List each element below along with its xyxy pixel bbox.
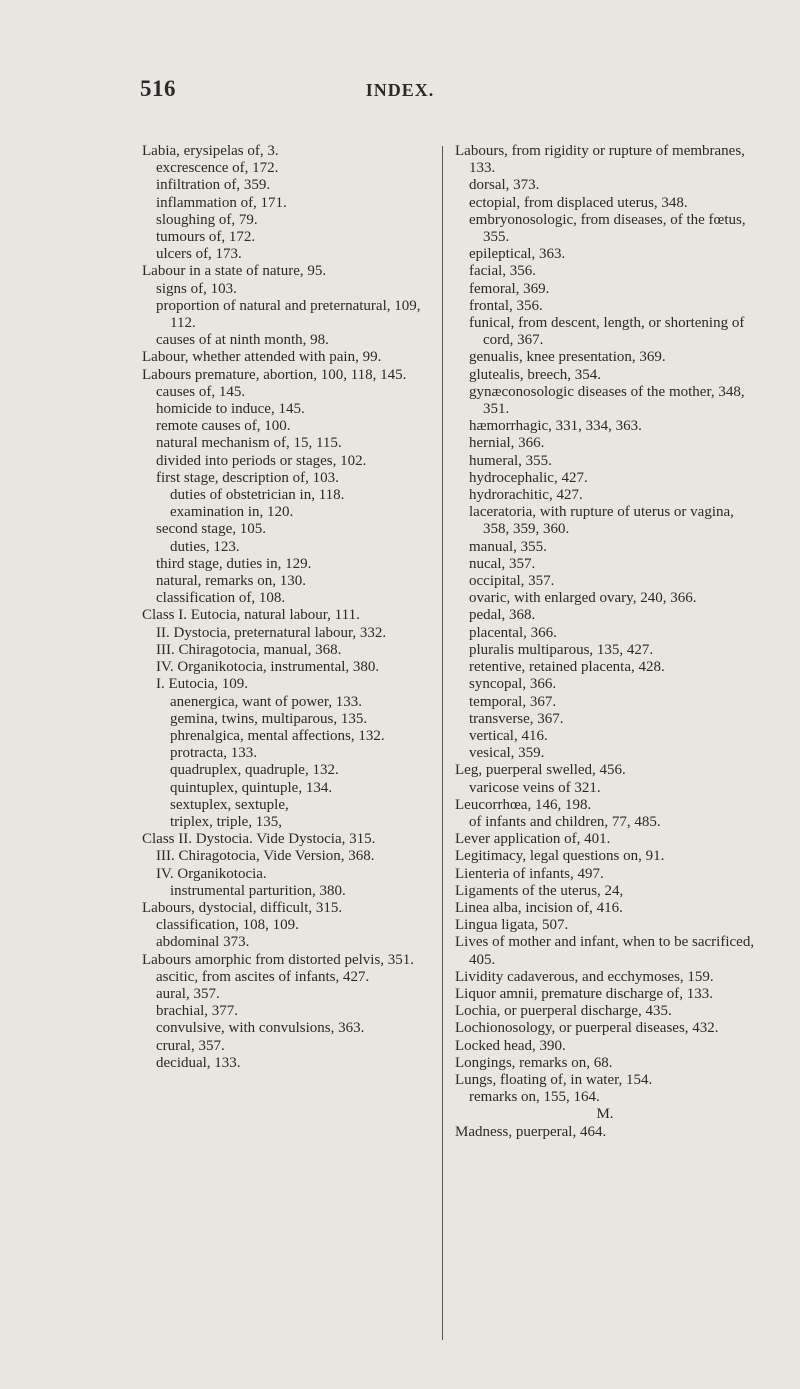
index-entry: third stage, duties in, 129.: [156, 555, 312, 572]
index-entry: homicide to induce, 145.: [156, 401, 305, 418]
index-entry: ulcers of, 173.: [156, 246, 242, 263]
index-entry: Lungs, floating of, in water, 154.: [455, 1071, 653, 1088]
index-entry: gynæconosologic diseases of the mother, 348, 351.: [469, 383, 745, 418]
index-entry: hydrorachitic, 427.: [469, 487, 583, 504]
index-entry: hæmorrhagic, 331, 334, 363.: [469, 418, 642, 435]
index-entry: convulsive, with convulsions, 363.: [156, 1020, 365, 1037]
index-entry: vesical, 359.: [469, 745, 545, 762]
index-entry: classification of, 108.: [156, 590, 286, 607]
index-entry: quadruplex, quadruple, 132.: [170, 762, 339, 779]
index-entry: signs of, 103.: [156, 280, 237, 297]
index-entry: hernial, 366.: [469, 435, 545, 452]
index-entry: of infants and children, 77, 485.: [469, 813, 661, 830]
index-entry: causes of, 145.: [156, 383, 246, 400]
index-entry: aural, 357.: [156, 985, 220, 1002]
index-entry: examination in, 120.: [170, 504, 294, 521]
index-entry: frontal, 356.: [469, 297, 543, 314]
index-entry: crural, 357.: [156, 1037, 225, 1054]
index-entry: Labour in a state of nature, 95.: [142, 263, 327, 280]
index-entry: retentive, retained placenta, 428.: [469, 659, 665, 676]
index-entry: transverse, 367.: [469, 710, 564, 727]
index-entry: triplex, triple, 135,: [170, 813, 283, 830]
index-entry: sextuplex, sextuple,: [170, 796, 289, 813]
index-entry: ovaric, with enlarged ovary, 240, 366.: [469, 590, 697, 607]
index-entry: pedal, 368.: [469, 607, 536, 624]
index-entry: second stage, 105.: [156, 521, 266, 538]
index-entry: II. Dystocia, preternatural labour, 332.: [156, 624, 387, 641]
index-entry: embryonosologic, from diseases, of the fœtus, 355.: [469, 211, 746, 246]
index-entry: protracta, 133.: [170, 745, 258, 762]
index-entry: III. Chiragotocia, manual, 368.: [156, 641, 342, 658]
index-entry: Locked head, 390.: [455, 1037, 566, 1054]
index-entry: nucal, 357.: [469, 555, 536, 572]
index-entry: ascitic, from ascites of infants, 427.: [156, 968, 370, 985]
index-entry: syncopal, 366.: [469, 676, 557, 693]
index-entry: Labour, whether attended with pain, 99.: [142, 349, 382, 366]
left-index-column: [142, 143, 434, 1072]
index-entry: Lienteria of infants, 497.: [455, 865, 604, 882]
index-entry: vertical, 416.: [469, 727, 548, 744]
index-entry: Legitimacy, legal questions on, 91.: [455, 848, 665, 865]
index-entry: duties, 123.: [170, 538, 240, 555]
index-entry: glutealis, breech, 354.: [469, 366, 602, 383]
index-entry: placental, 366.: [469, 624, 557, 641]
index-entry: classification, 108, 109.: [156, 917, 299, 934]
index-entry: Lividity cadaverous, and ecchymoses, 159.: [455, 968, 714, 985]
section-letter: M.: [596, 1106, 614, 1123]
index-entry: Lochia, or puerperal discharge, 435.: [455, 1003, 672, 1020]
index-entry: Class II. Dystocia. Vide Dystocia, 315.: [142, 831, 376, 848]
index-entry: remarks on, 155, 164.: [469, 1089, 600, 1106]
page-number: 516: [140, 76, 176, 101]
index-entry: hydrocephalic, 427.: [469, 469, 588, 486]
index-entry: Lochionosology, or puerperal diseases, 432.: [455, 1020, 719, 1037]
index-entry: varicose veins of 321.: [469, 779, 601, 796]
index-entry: anenergica, want of power, 133.: [170, 693, 362, 710]
index-entry: Labia, erysipelas of, 3.: [142, 143, 279, 159]
index-entry: IV. Organikotocia.: [156, 865, 267, 882]
index-entry: I. Eutocia, 109.: [156, 676, 249, 693]
index-entry: laceratoria, with rupture of uterus or vagina, 358, 359, 360.: [469, 504, 734, 538]
index-entry: Lever application of, 401.: [455, 831, 611, 848]
index-entry: phrenalgica, mental affections, 132.: [170, 727, 385, 744]
index-entry: occipital, 357.: [469, 573, 555, 590]
index-entry: abdominal 373.: [156, 934, 250, 951]
index-entry: remote causes of, 100.: [156, 418, 291, 435]
index-entry: Longings, remarks on, 68.: [455, 1054, 613, 1071]
index-entry: brachial, 377.: [156, 1003, 239, 1020]
index-entry: humeral, 355.: [469, 452, 552, 469]
index-entry: temporal, 367.: [469, 693, 557, 710]
index-entry: proportion of natural and preternatural, 109, 112.: [156, 297, 421, 332]
index-entry: facial, 356.: [469, 263, 537, 280]
index-entry: pluralis multiparous, 135, 427.: [469, 641, 654, 658]
index-entry: Leucorrhœa, 146, 198.: [455, 796, 592, 813]
index-entry: instrumental parturition, 380.: [170, 882, 346, 899]
index-entry: Class I. Eutocia, natural labour, 111.: [142, 607, 360, 624]
index-entry: decidual, 133.: [156, 1054, 241, 1071]
running-head: INDEX.: [365, 80, 435, 100]
index-entry: divided into periods or stages, 102.: [156, 452, 367, 469]
index-entry: III. Chiragotocia, Vide Version, 368.: [156, 848, 375, 865]
index-entry: epileptical, 363.: [469, 246, 566, 263]
index-entry: femoral, 369.: [469, 280, 550, 297]
index-entry: dorsal, 373.: [469, 177, 540, 194]
index-entry: Madness, puerperal, 464.: [455, 1123, 607, 1140]
index-entry: Labours premature, abortion, 100, 118, 145.: [142, 366, 407, 383]
index-entry: Lingua ligata, 507.: [455, 917, 569, 934]
index-entry: duties of obstetrician in, 118.: [170, 487, 345, 504]
index-entry: Labours amorphic from distorted pelvis, 351.: [142, 951, 415, 968]
index-entry: natural mechanism of, 15, 115.: [156, 435, 342, 452]
index-entry: quintuplex, quintuple, 134.: [170, 779, 333, 796]
right-index-column: [455, 143, 755, 1141]
index-entry: Labours, from rigidity or rupture of membranes, 133.: [455, 143, 745, 177]
index-entry: excrescence of, 172.: [156, 160, 279, 177]
column-divider: [442, 146, 443, 1340]
index-entry: Ligaments of the uterus, 24,: [455, 882, 624, 899]
index-entry: Lives of mother and infant, when to be sacrificed, 405.: [455, 934, 755, 968]
index-entry: ectopial, from displaced uterus, 348.: [469, 194, 688, 211]
index-entry: natural, remarks on, 130.: [156, 573, 306, 590]
index-entry: Labours, dystocial, difficult, 315.: [142, 899, 343, 916]
index-entry: inflammation of, 171.: [156, 194, 287, 211]
index-entry: IV. Organikotocia, instrumental, 380.: [156, 659, 380, 676]
index-entry: funical, from descent, length, or shortening of cord, 367.: [469, 315, 745, 349]
index-entry: genualis, knee presentation, 369.: [469, 349, 666, 366]
index-entry: sloughing of, 79.: [156, 211, 258, 228]
index-entry: infiltration of, 359.: [156, 177, 271, 194]
index-entry: manual, 355.: [469, 538, 547, 555]
index-entry: tumours of, 172.: [156, 229, 256, 246]
index-entry: causes of at ninth month, 98.: [156, 332, 329, 349]
index-entry: gemina, twins, multiparous, 135.: [170, 710, 368, 727]
index-entry: Leg, puerperal swelled, 456.: [455, 762, 626, 779]
index-entry: Liquor amnii, premature discharge of, 133.: [455, 985, 713, 1002]
index-entry: first stage, description of, 103.: [156, 469, 339, 486]
index-entry: Linea alba, incision of, 416.: [455, 899, 623, 916]
